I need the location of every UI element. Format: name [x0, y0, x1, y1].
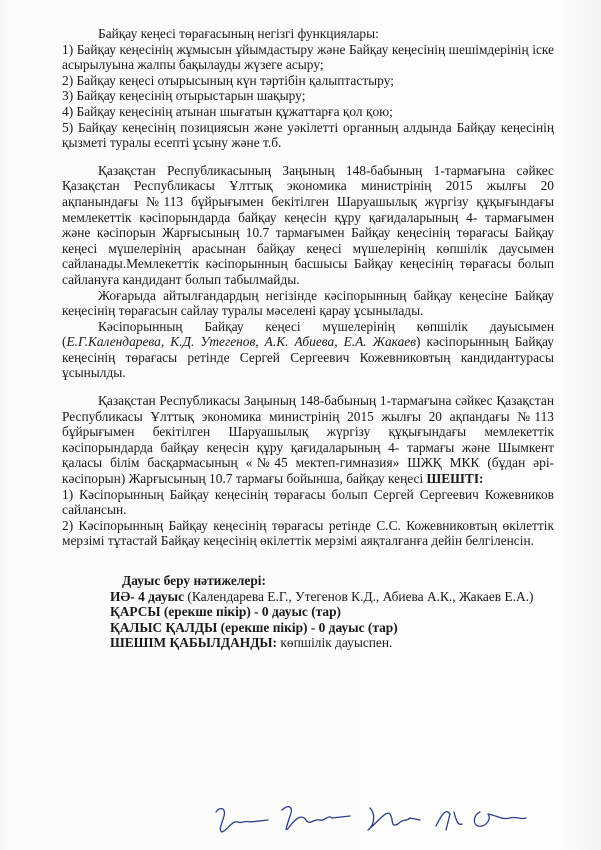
signature-1 [216, 809, 268, 832]
vote-yes-label: ИӘ- 4 дауыс [110, 588, 185, 604]
function-item-1: 1) Байқау кеңесінің жұмысын ұйымдастыру және Байқау кеңесінің шешімдерінің іске асырылуына жалпы бақылауды жүзеге асыру; [62, 41, 554, 73]
function-item-5: 5) Байқау кеңесінің позициясын және уәкілетті органның алдында Байқау кеңесінің қызметі туралы есепті ұсыну және т.б. [62, 119, 554, 151]
legal-basis-paragraph: Қазақстан Республикасының Заңының 148-бабының 1-тармағына сәйкес Қазақстан Республикасы Ұлттық экономика министрінің 2015 жылғы 20 ақпанындағы №113 бұйрығымен бекітілген Шаруашылық жүргізу құқығындағы мемлекеттік кәсіпорындарда байқау кеңесін құру қағидаларының 4- тармағымен және кәсіпорын Жарғысының 10.7 тармағымен Байқау кеңесінің төрағасы Байқау кеңесі мүшелерінің арасынан байқау кеңесі мүшелерінің көпшілік даусымен сайланады.Мемлекеттік кәсіпорынның басшысы Байқау кеңесінің төрағасы болып сайлануға кандидант болып табылмайды. [62, 162, 554, 287]
decision-2: 2) Кәсіпорынның Байқау кеңесінің төрағасы ретінде С.С. Кожевниковтың өкілеттік мерзімі тұтастай Байқау кеңесінің өкілеттік мерзімі аяқталғанға дейін белгіленсін. [62, 517, 554, 549]
resolution-decided: ШЕШТІ: [426, 471, 484, 487]
vote-against: ҚАРСЫ (ерекше пікір) - 0 дауыс (тар) [110, 604, 342, 620]
function-item-4: 4) Байқау кеңесінің атынан шығатын құжаттарға қол қою; [62, 103, 393, 119]
function-item-2: 2) Байқау кеңесі отырысының күн тәртібін қалыптастыру; [62, 72, 394, 88]
signature-5 [474, 812, 526, 826]
signature-2 [282, 807, 350, 830]
vote-decision-label: ШЕШІМ ҚАБЫЛДАНДЫ: [110, 635, 278, 651]
vote-yes [110, 589, 554, 605]
decision-1: 1) Кәсіпорынның Байқау кеңесінің төрағасы болып Сергей Сергеевич Кожевников сайлансын. [62, 486, 554, 518]
vote-decision-value: көпшілік дауыспен. [280, 635, 393, 651]
candidate-paragraph [62, 319, 554, 381]
voting-heading: Дауыс беру нәтижелері: [122, 573, 266, 588]
candidate-members: Е.Г.Календарева, К.Д. Утегенов, А.К. Абиева, Е.А. Жакаев [66, 334, 417, 350]
signature-4 [436, 812, 462, 830]
vote-abstained: ҚАЛЫС ҚАЛДЫ (ерекше пікір) - 0 дауыс (тар) [110, 619, 398, 635]
resolution-text: Қазақстан Республикасы Заңының 148-бабының 1-тармағына сәйкес Қазақстан Республикасы Ұлттық экономика министрінің 2015 жылғы 20 ақпандағы №113 бұйрығымен бекітілген Шаруашылық жүргізу құқығындағы мемлекеттік кәсіпорындарда байқау кеңесін құру қағидаларының 4- тармағы және Шымкент қаласы білім басқармасының «№45 мектеп-гимназия» ШЖҚ МКК (бұдан әрі- кәсіпорын) Жарғысының 10.7 тармағы бойынша, байқау кеңесі [62, 393, 554, 487]
signature-3 [368, 808, 420, 830]
proposal-paragraph: Жоғарыда айтылғандардың негізінде кәсіпорынның байқау кеңесіне Байқау кеңесінің төрағасын сайлау туралы мәселені қарау ұсынылады. [62, 287, 554, 319]
candidate-text-before: Кәсіпорынның Байқау кеңесі мүшелерінің көпшілік дауысымен ( [62, 318, 554, 350]
document-body [62, 26, 554, 651]
functions-heading: Байқау кеңесі төрағасының негізгі функциялары: [98, 26, 379, 41]
voting-results [62, 573, 554, 651]
function-item-3: 3) Байқау кеңесінің отырыстарын шақыру; [62, 88, 306, 104]
resolution-paragraph [62, 393, 554, 487]
vote-decision [110, 635, 554, 651]
vote-yes-names: (Календарева Е.Г., Утегенов К.Д., Абиева А.К., Жакаев Е.А.) [187, 588, 534, 604]
candidate-text-after: ) кәсіпорынның Байқау кеңесінің төрағасы ретінде Сергей Сергеевич Кожевниковтың кандидантурасы ұсынылды. [62, 334, 554, 381]
signatures [210, 800, 540, 840]
